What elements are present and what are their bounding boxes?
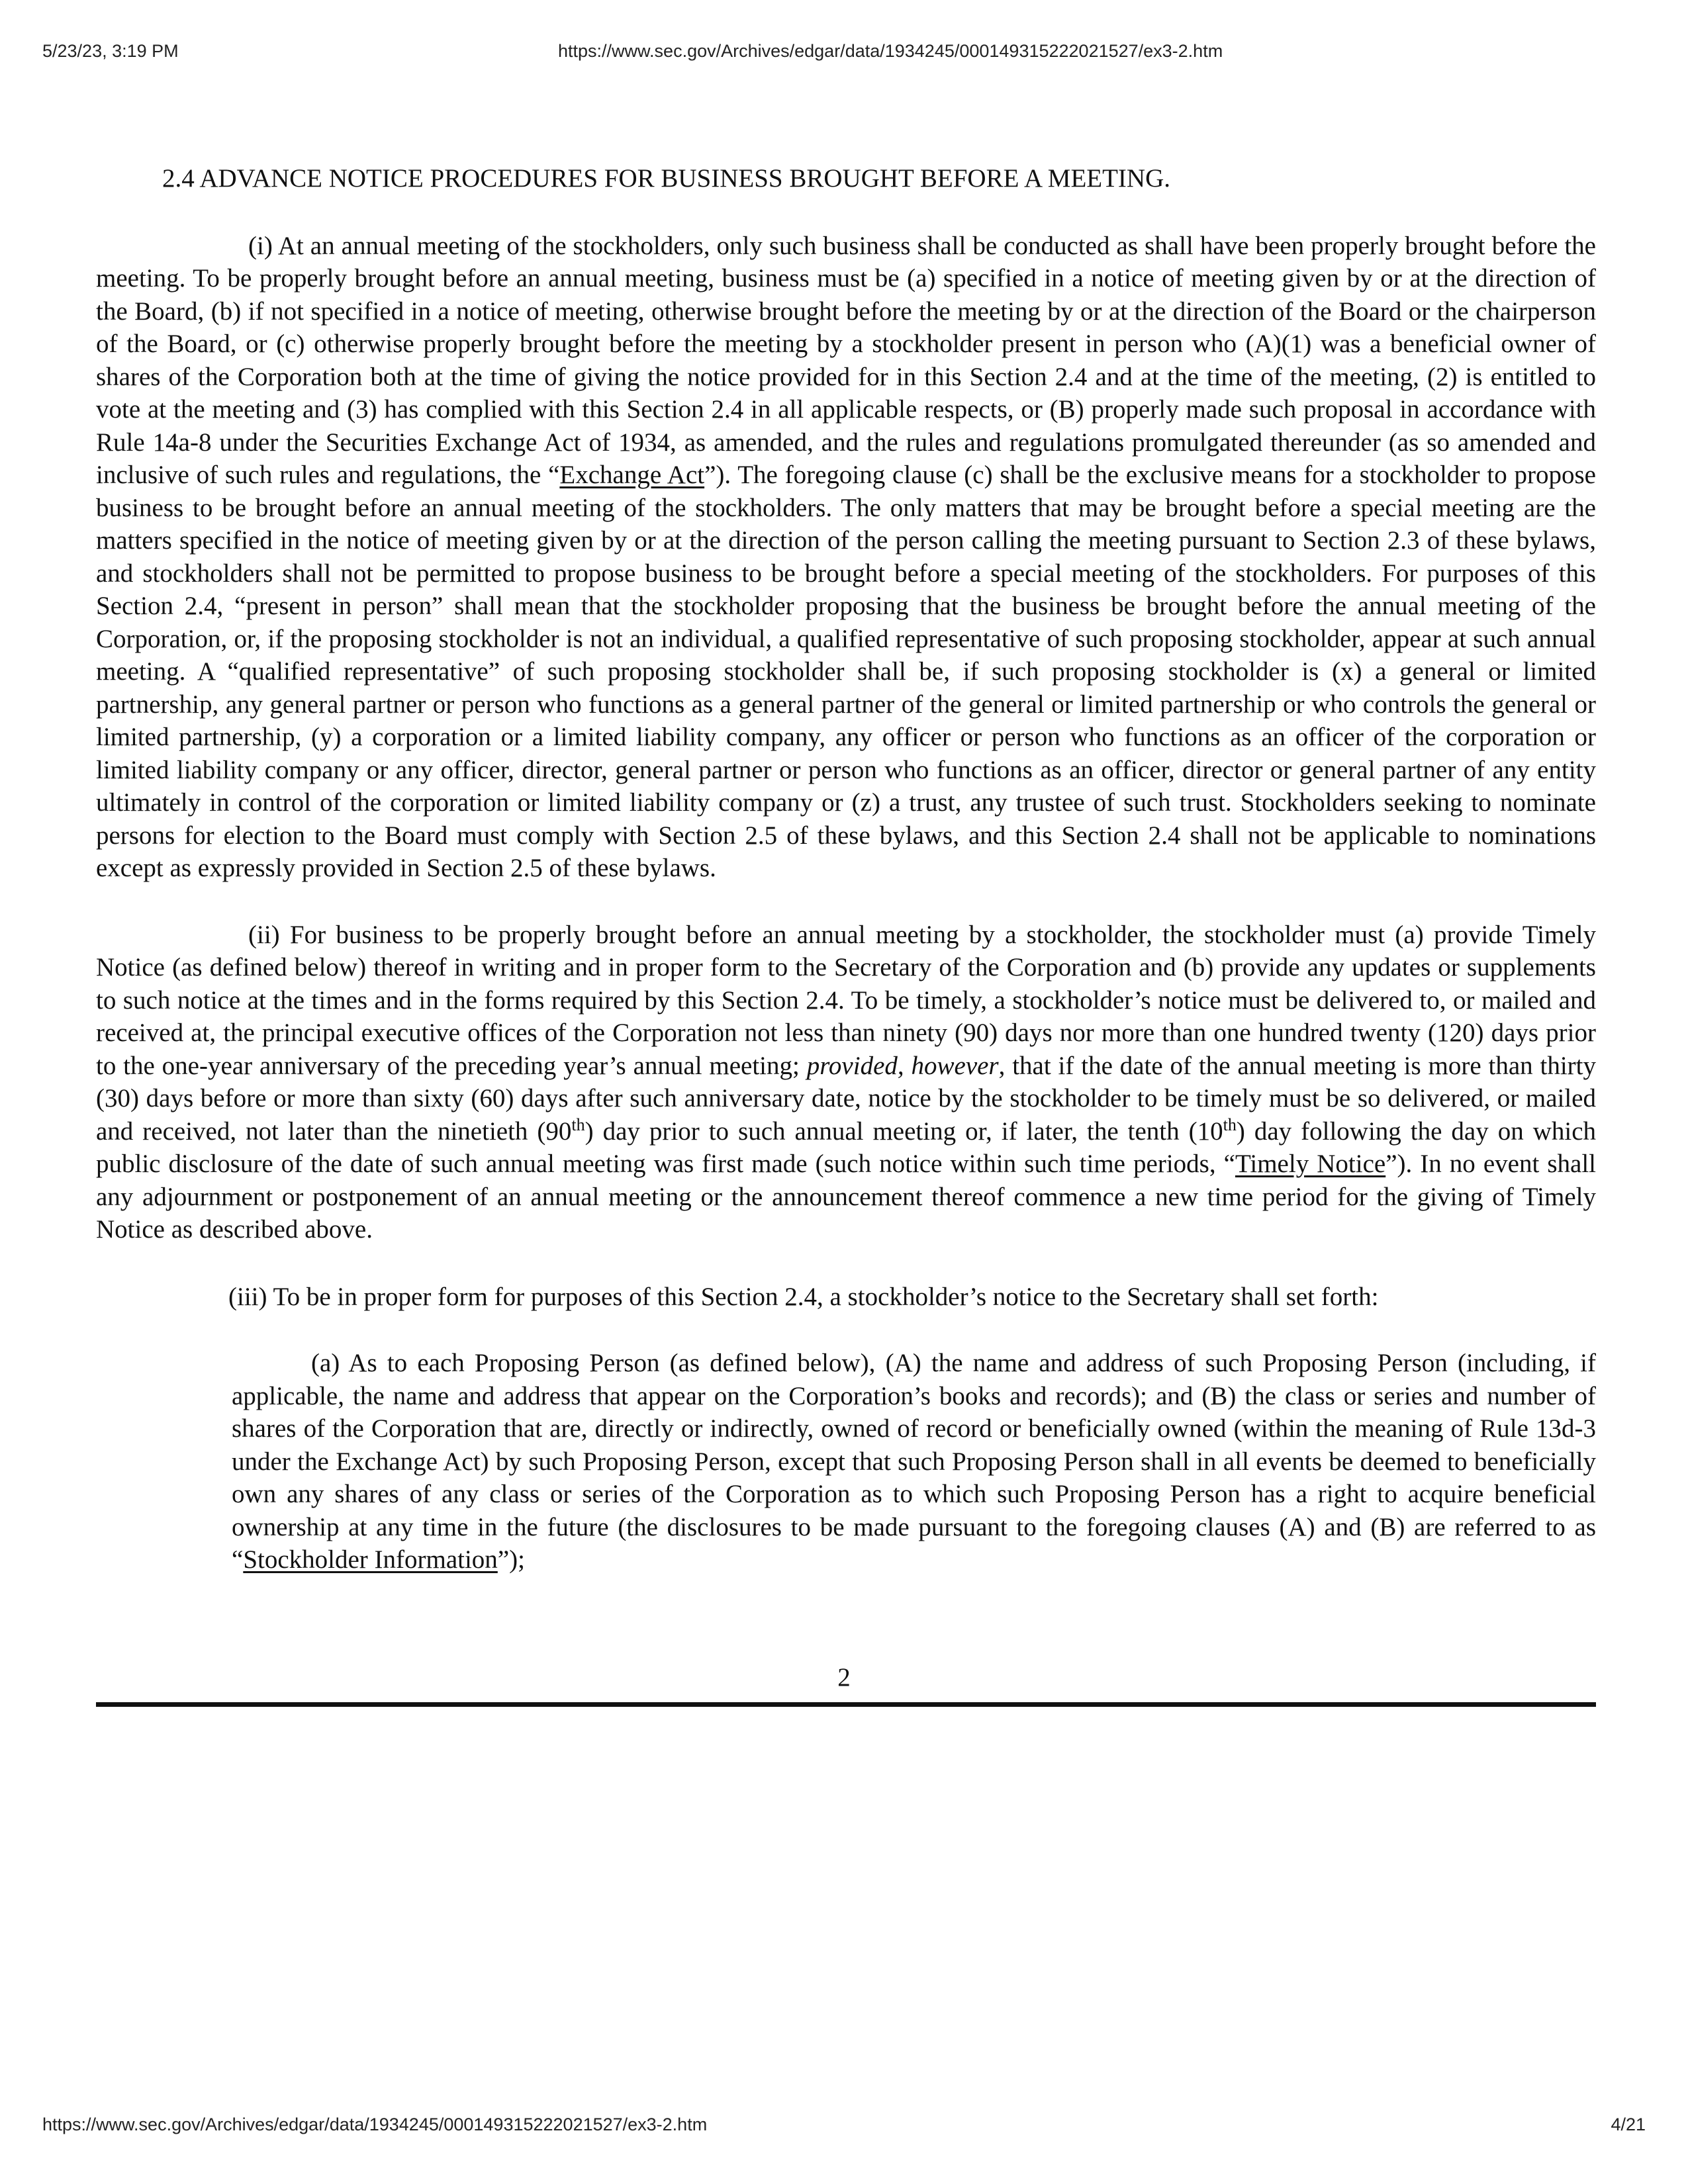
paragraph-i	[96, 230, 1596, 885]
paragraph-a-text-b: ”);	[497, 1545, 525, 1574]
page-number: 2	[837, 1663, 851, 1692]
page-divider-rule	[96, 1702, 1596, 1707]
browser-header-url[interactable]: https://www.sec.gov/Archives/edgar/data/1934245/000149315222021527/ex3-2.htm	[558, 41, 1223, 61]
superscript-th-1: th	[571, 1115, 585, 1134]
paragraph-iii: (iii) To be in proper form for purposes of this Section 2.4, a stockholder’s notice to the Secretary shall set forth:	[228, 1282, 1379, 1311]
paragraph-ii	[96, 919, 1596, 1246]
paragraph-ii-text-d: ) day following the day on which public disclosure of the date of such annual meeting was first made (such notice within such time periods, “	[96, 1116, 1596, 1178]
proviso-italic: provided, however	[806, 1051, 999, 1080]
paragraph-i-text-b: ”). The foregoing clause (c) shall be the exclusive means for a stockholder to propose business to be brought before an annual meeting of the stockholders. The only matters that may be brought before a special meeting are the matters specified in the notice of meeting given by or at the direction of the person calling the meeting pursuant to Section 2.3 of these bylaws, and stockholders shall not be permitted to propose business to be brought before a special meeting of the stockholders. For purposes of this Section 2.4, “present in person” shall mean that the stockholder proposing that the business be brought before the annual meeting of the Corporation, or, if the proposing stockholder is not an individual, a qualified representative of such proposing stockholder, appear at such annual meeting. A “qualified representative” of such proposing stockholder shall be, if such proposing stockholder is (x) a general or limited partnership, any general partner or person who functions as a general partner of the general or limited partnership or who controls the general or limited partnership, (y) a corporation or a limited liability company, any officer or person who functions as an officer of the corporation or limited liability company or any officer, director, general partner or person who functions as an officer, director or general partner of any entity ultimately in control of the corporation or limited liability company or (z) a trust, any trustee of such trust. Stockholders seeking to nominate persons for election to the Board must comply with Section 2.5 of these bylaws, and this Section 2.4 shall not be applicable to nominations except as expressly provided in Section 2.5 of these bylaws.	[96, 461, 1596, 882]
paragraph-ii-text-e: ”). In no event shall any adjournment or postponement of an annual meeting or the announcement thereof commence a new time period for the giving of Timely Notice as described above.	[96, 1150, 1596, 1244]
document-body	[96, 162, 1596, 1576]
defined-term-exchange-act: Exchange Act	[559, 461, 705, 489]
superscript-th-2: th	[1223, 1115, 1237, 1134]
paragraph-a-text-a: (a) As to each Proposing Person (as defined below), (A) the name and address of such Proposing Person (including, if applicable, the name and address that appear on the Corporation’s books and records); and (B) the class or series and number of shares of the Corporation that are, directly or indirectly, owned of record or beneficially owned (within the meaning of Rule 13d-3 under the Exchange Act) by such Proposing Person, except that such Proposing Person shall in all events be deemed to beneficially own any shares of any class or series of the Corporation as to which such Proposing Person has a right to acquire beneficial ownership at any time in the future (the disclosures to be made pursuant to the foregoing clauses (A) and (B) are referred to as “	[232, 1349, 1596, 1574]
paragraph-a	[96, 1347, 1596, 1576]
defined-term-stockholder-information: Stockholder Information	[243, 1545, 498, 1574]
browser-header-datetime: 5/23/23, 3:19 PM	[42, 41, 179, 61]
paragraph-i-text-a: (i) At an annual meeting of the stockholders, only such business shall be conducted as shall have been properly brought before the meeting. To be properly brought before an annual meeting, business must be (a) specified in a notice of meeting given by or at the direction of the Board, (b) if not specified in a notice of meeting, otherwise brought before the meeting by or at the direction of the Board or the chairperson of the Board, or (c) otherwise properly brought before the meeting by a stockholder present in person who (A)(1) was a beneficial owner of shares of the Corporation both at the time of giving the notice provided for in this Section 2.4 and at the time of the meeting, (2) is entitled to vote at the meeting and (3) has complied with this Section 2.4 in all applicable respects, or (B) properly made such proposal in accordance with Rule 14a-8 under the Securities Exchange Act of 1934, as amended, and the rules and regulations promulgated thereunder (as so amended and inclusive of such rules and regulations, the “	[96, 231, 1596, 489]
section-heading: 2.4 ADVANCE NOTICE PROCEDURES FOR BUSINESS BROUGHT BEFORE A MEETING.	[162, 164, 1170, 193]
defined-term-timely-notice: Timely Notice	[1235, 1150, 1386, 1178]
browser-footer-url[interactable]: https://www.sec.gov/Archives/edgar/data/1934245/000149315222021527/ex3-2.htm	[42, 2115, 708, 2134]
paragraph-ii-text-c: ) day prior to such annual meeting or, if later, the tenth (10	[585, 1116, 1223, 1146]
paragraph-ii-text-b: , that if the date of the annual meeting is more than thirty (30) days before or more than sixty (60) days after such anniversary date, notice by the stockholder to be timely must be so delivered, or mailed and received, not later than the ninetieth (90	[96, 1051, 1597, 1146]
browser-footer-page-counter: 4/21	[1611, 2115, 1646, 2134]
paragraph-ii-text-a: (ii) For business to be properly brought before an annual meeting by a stockholder, the stockholder must (a) provide Timely Notice (as defined below) thereof in writing and in proper form to the Secretary of the Corporation and (b) provide any updates or supplements to such notice at the times and in the forms required by this Section 2.4. To be timely, a stockholder’s notice must be delivered to, or mailed and received at, the principal executive offices of the Corporation not less than ninety (90) days nor more than one hundred twenty (120) days prior to the one-year anniversary of the preceding year’s annual meeting;	[96, 920, 1596, 1080]
